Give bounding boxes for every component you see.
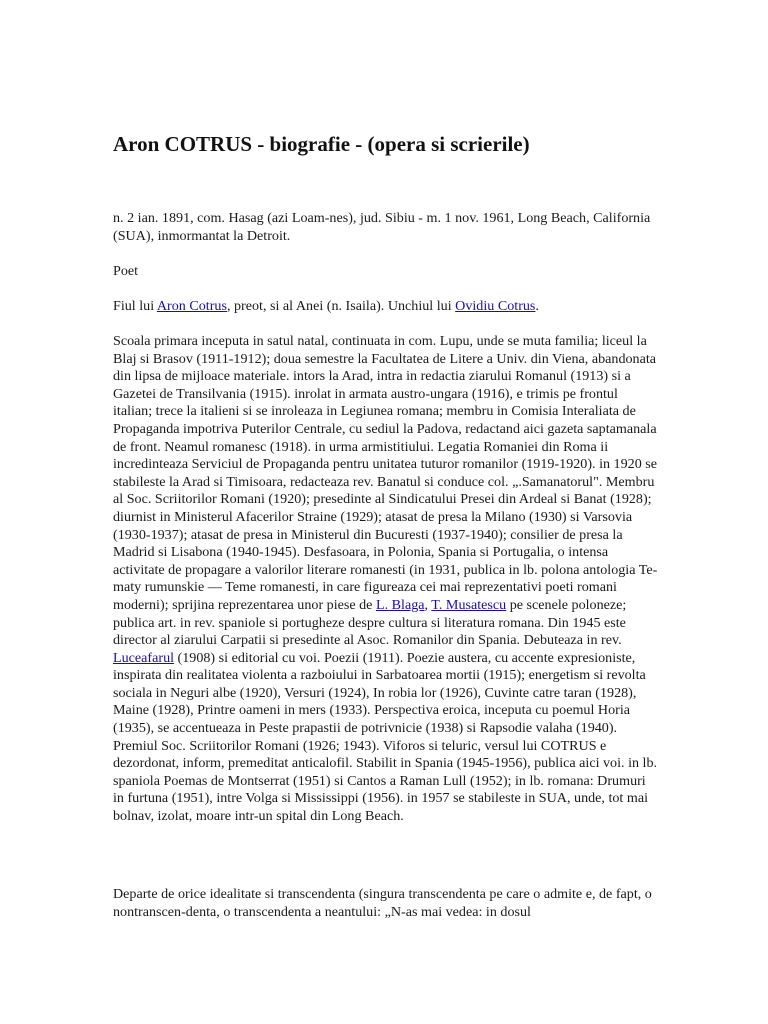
link-aron-cotrus[interactable]: Aron Cotrus — [156, 298, 227, 314]
parents-text: Fiul lui — [113, 298, 157, 314]
biography-text: pe scenele poloneze; publica art. in rev. spaniole si portugheze despre cultura si literatura romana. Din 1945 este director al ziarului Carpatii si presedinte al Asoc. Romanilor din Spania. Debuteaza in rev. — [113, 596, 627, 649]
biography-text: Scoala primara inceputa in satul natal, continuata in com. Lupu, unde se muta familia; liceul la Blaj si Brasov (1911-1912); doua semestre la Facultatea de Litere a Univ. din Viena, abandonata din lipsa de mijloace materiale. intors la Arad, intra in redactia ziarului Romanul (1913) si a Gazetei de Transilvania (1915). inrolat in armata austro-ungara (1916), e trimis pe frontul italian; trece la italieni si se inroleaza in Legiunea romana; membru in Comisia Interaliata de Propaganda impotriva Puterilor Centrale, cu sediul la Padova, redactand aici gazeta saptamanala de front. Neamul romanesc (1918). in urma armistitiului. Legatia Romaniei din Roma ii incredinteaza Serviciul de Propaganda pentru unitatea tuturor romanilor (1919-1920). in 1920 se stabileste la Arad si Timisoara, redacteaza rev. Banatul si conduce col. „.Samanatorul". Membru al Soc. Scriitorilor Romani (1920); presedinte al Sindicatului Presei din Ardeal si Banat (1928); diurnist in Ministerul Afacerilor Straine (1929); atasat de presa la Milano (1930) si Varsovia (1930-1937); atasat de presa in Ministerul din Bucuresti (1937-1940); consilier de presa la Madrid si Lisabona (1940-1945). Desfasoara, in Polonia, Spania si Portugalia, o intensa activitate de propagare a valorilor literare romanesti (in 1931, publica in lb. polona antologia Te-maty rumunskie — Teme romanesti, in care figureaza cei mai reprezentativi poeti romani moderni); sprijina reprezentarea unor piese de — [113, 333, 658, 613]
biography-text: (1908) si editorial cu voi. Poezii (1911). Poezie austera, cu accente expresioniste, inspirata din realitatea violenta a razboiului in Sarbatoarea mortii (1915); energetism si revolta sociala in Neguri albe (1920), Versuri (1924), In robia lor (1926), Cuvinte catre taran (1928), Maine (1928), Printre oameni in mers (1933). Perspectiva eroica, inceputa cu poemul Horia (1935), se accentueaza in Peste prapastii de potrivnicie (1938) si Rapsodie valaha (1940). Premiul Soc. Scriitorilor Romani (1926; 1943). Viforos si teluric, versul lui COTRUS e dezordonat, inform, premeditat anticalofil. Stabilit in Spania (1945-1956), publica aici voi. in lb. spaniola Poemas de Montserrat (1951) si Cantos a Raman Lull (1952); in lb. romana: Drumuri in furtuna (1951), intre Volga si Mississippi (1956). in 1957 se stabileste in SUA, unde, tot mai bolnav, izolat, moare intr-un spital din Long Beach. — [113, 649, 658, 825]
link-ovidiu-cotrus[interactable]: Ovidiu Cotrus — [455, 298, 536, 314]
link-l-blaga[interactable]: L. Blaga — [375, 596, 425, 613]
page-title: Aron COTRUS - biografie - (opera si scrierile) — [113, 132, 530, 156]
biography-text: , — [424, 596, 432, 613]
link-t-musatescu[interactable]: T. Musatescu — [431, 596, 507, 613]
link-luceafarul[interactable]: Luceafarul — [113, 649, 175, 666]
biography-paragraph — [113, 333, 658, 826]
parents-text: . — [535, 298, 539, 314]
parents-paragraph — [113, 298, 658, 316]
parents-text: , preot, si al Anei (n. Isaila). Unchiul lui — [226, 298, 456, 314]
closing-paragraph: Departe de orice idealitate si transcendenta (singura transcendenta pe care o admite e, de fapt, o nontranscen-denta, o transcendenta a neantului: „N-as mai vedea: in dosul — [113, 886, 652, 920]
birth-death-paragraph: n. 2 ian. 1891, com. Hasag (azi Loam-nes), jud. Sibiu - m. 1 nov. 1961, Long Beach, California (SUA), inmormantat la Detroit. — [113, 210, 651, 244]
role-paragraph: Poet — [113, 263, 139, 279]
